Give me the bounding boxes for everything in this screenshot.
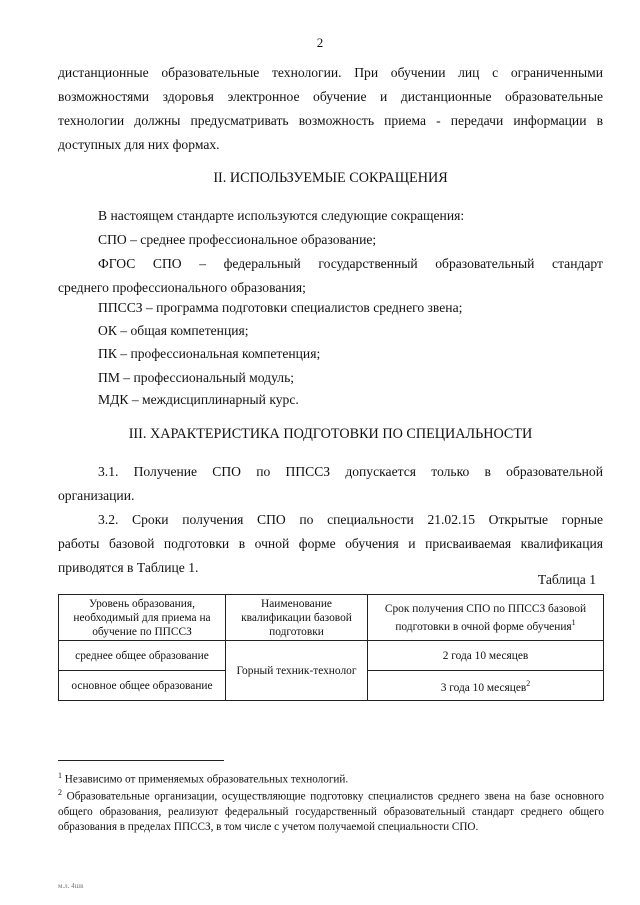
abbr-ppssz: ППССЗ – программа подготовки специалистов среднего звена; <box>98 300 463 315</box>
header-qualification: Наименование квалификации базовой подготовки <box>226 595 368 641</box>
section-3-title: III. ХАРАКТЕРИСТИКА ПОДГОТОВКИ ПО СПЕЦИАЛЬНОСТИ <box>128 426 533 442</box>
row-2-level: основное общее образование <box>59 671 226 701</box>
header-education-level: Уровень образования, необходимый для приема на обучение по ППССЗ <box>59 595 226 641</box>
abbr-pm: ПМ – профессиональный модуль; <box>98 370 295 385</box>
footnote-separator <box>58 760 224 761</box>
abbr-pk: ПК – профессиональная компетенция; <box>98 346 321 361</box>
row-1-level: среднее общее образование <box>59 641 226 671</box>
paragraph-3-1-line-1: 3.1. Получение СПО по ППССЗ допускается только в образовательной <box>98 464 603 479</box>
footnote-ref-2: 2 <box>526 678 531 688</box>
footnote-2-mark: 2 <box>58 788 62 797</box>
abbr-fgos-line-1: ФГОС СПО – федеральный государственный образовательный стандарт <box>98 256 603 271</box>
intro-line-3: технологии должны предусматривать возможность приема - передачи информации в <box>58 113 603 128</box>
section-2-title: II. ИСПОЛЬЗУЕМЫЕ СОКРАЩЕНИЯ <box>213 170 448 186</box>
abbr-mdk: МДК – междисциплинарный курс. <box>98 392 299 407</box>
bottom-print-mark: м.л. 4шв <box>58 882 84 890</box>
paragraph-3-1-line-2: организации. <box>58 488 135 503</box>
intro-line-4: доступных для них формах. <box>58 137 220 152</box>
abbr-fgos <box>58 252 603 300</box>
table-row <box>59 641 604 671</box>
abbr-lead: В настоящем стандарте используются следующие сокращения: <box>98 208 465 223</box>
paragraph-3-2-line-2: работы базовой подготовки в очной форме обучения и присваиваемая квалификация <box>58 536 603 551</box>
intro-line-1: дистанционные образовательные технологии. При обучении лиц с ограниченными <box>58 65 603 80</box>
header-duration-text: Срок получения СПО по ППССЗ базовой подготовки в очной форме обучения <box>384 602 587 633</box>
intro-line-2: возможностями здоровья электронное обучение и дистанционные образовательные <box>58 89 603 104</box>
abbr-spo: СПО – среднее профессиональное образование; <box>98 232 377 247</box>
page-number: 2 <box>316 35 324 50</box>
footnote-2-text: Образовательные организации, осуществляющие подготовку специалистов среднего звена на базе основного общего образования, реализуют федеральный государственный образовательный стандарт среднего общего образования в пределах ППССЗ, в том числе с учетом получаемой специальности СПО. <box>58 790 604 833</box>
paragraph-3-2-line-3: приводятся в Таблице 1. <box>58 560 199 575</box>
paragraph-3-2 <box>58 508 603 580</box>
qualification-cell: Горный техник-технолог <box>226 641 368 701</box>
abbr-ok: ОК – общая компетенция; <box>98 323 249 338</box>
header-duration <box>368 595 604 641</box>
table-header-row <box>59 595 604 641</box>
row-2-duration <box>368 671 604 701</box>
footnote-1-mark: 1 <box>58 771 62 780</box>
footnote-ref-1: 1 <box>571 617 576 627</box>
row-1-duration: 2 года 10 месяцев <box>368 641 604 671</box>
table-label: Таблица 1 <box>537 572 596 587</box>
table-1 <box>58 594 604 701</box>
intro-paragraph <box>58 61 603 157</box>
footnote-1-text: Независимо от применяемых образовательных технологий. <box>64 773 349 786</box>
paragraph-3-1 <box>58 460 603 508</box>
abbr-fgos-line-2: среднего профессионального образования; <box>58 280 306 295</box>
paragraph-3-2-line-1: 3.2. Сроки получения СПО по специальности 21.02.15 Открытые горные <box>98 512 603 527</box>
row-2-duration-text: 3 года 10 месяцев <box>440 681 527 694</box>
footnote-2 <box>58 785 604 835</box>
